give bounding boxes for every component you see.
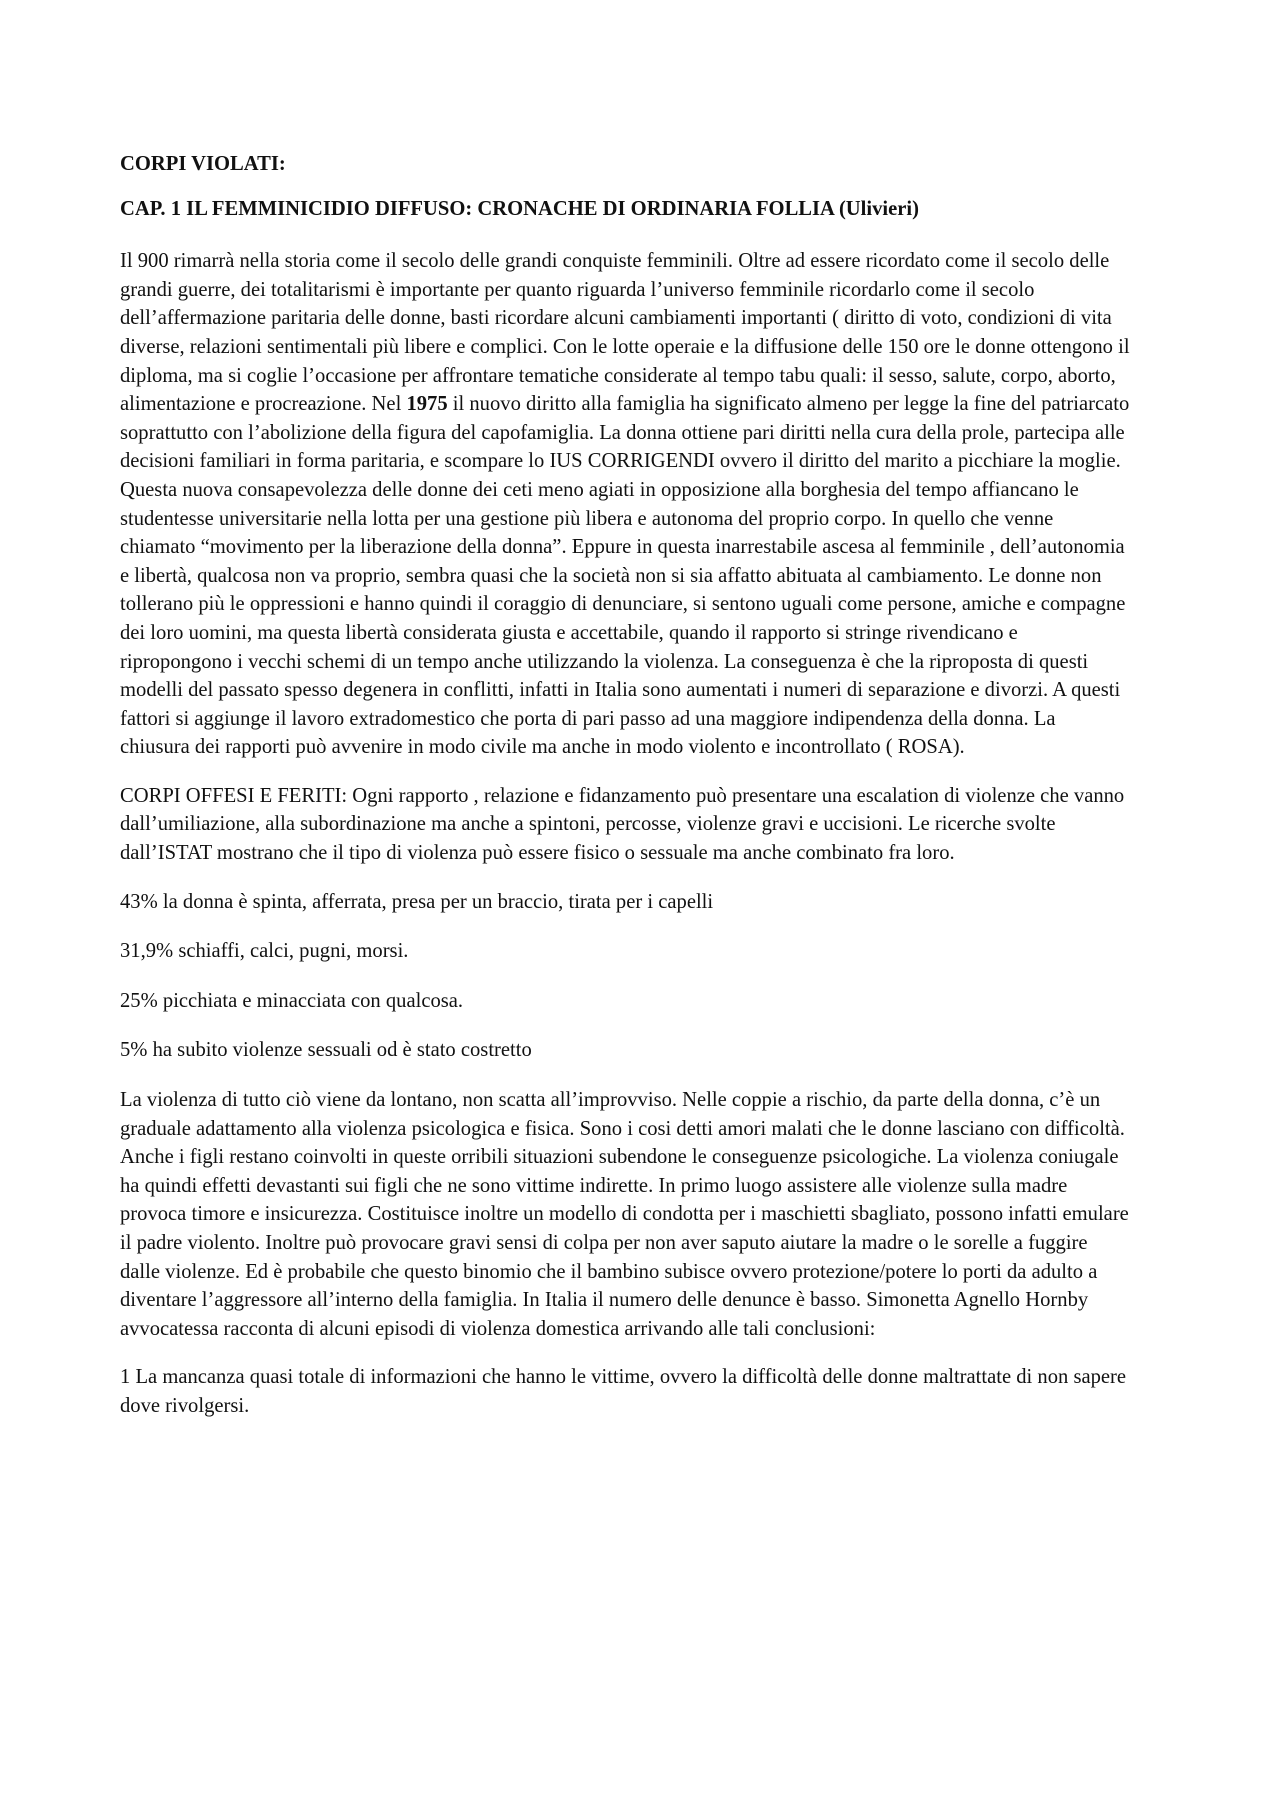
paragraph-conclusion-1: 1 La mancanza quasi totale di informazioni che hanno le vittime, ovvero la difficoltà delle donne maltrattate di non sapere dove rivolgersi. (120, 1366, 1127, 1417)
statistic-line: 43% la donna è spinta, afferrata, presa per un braccio, tirata per i capelli (120, 890, 714, 913)
statistic-line: 31,9% schiaffi, calci, pugni, morsi. (120, 940, 409, 963)
paragraph-intro-part1: Il 900 rimarrà nella storia come il secolo delle grandi conquiste femminili. Oltre ad essere ricordato come il secolo delle grandi guerre, dei totalitarismi è importante per quanto riguarda l’universo femminile ricordarlo come il secolo dell’affermazione paritaria delle donne, basti ricordare alcuni cambiamenti importanti ( diritto di voto, condizioni di vita diverse, relazioni sentimentali più libere e complici. Con le lotte operaie e la diffusione delle 150 ore le donne ottengono il diploma, ma si coglie l’occasione per affrontare tematiche considerate al tempo tabu quali: il sesso, salute, corpo, aborto, alimentazione e procreazione. Nel (120, 250, 1130, 416)
bold-year: 1975 (406, 393, 448, 416)
statistic-line: 25% picchiata e minacciata con qualcosa. (120, 989, 464, 1012)
paragraph-intro (120, 247, 1130, 762)
paragraph-violenza: La violenza di tutto ciò viene da lontano, non scatta all’improvviso. Nelle coppie a rischio, da parte della donna, c’è un graduale adattamento alla violenza psicologica e fisica. Sono i cosi detti amori malati che le donne lasciano con difficoltà. Anche i figli restano coinvolti in queste orribili situazioni subendone le conseguenze psicologiche. La violenza coniugale ha quindi effetti devastanti sui figli che ne sono vittime indirette. In primo luogo assistere alle violenze sulla madre provoca timore e insicurezza. Costituisce inoltre un modello di condotta per i maschietti sbagliato, possono infatti emulare il padre violento. Inoltre può provocare gravi sensi di colpa per non aver saputo aiutare la madre o le sorelle a fuggire dalle violenze. Ed è probabile che questo binomio che il bambino subisce ovvero protezione/potere lo porti da adulto a diventare l’aggressore all’interno della famiglia. In Italia il numero delle denunce è basso. Simonetta Agnello Hornby avvocatessa racconta di alcuni episodi di violenza domestica arrivando alle tali conclusioni: (120, 1089, 1129, 1340)
document-title: CORPI VIOLATI: (120, 153, 286, 175)
paragraph-corpi-offesi: CORPI OFFESI E FERITI: Ogni rapporto , relazione e fidanzamento può presentare una escalation di violenze che vanno dall’umiliazione, alla subordinazione ma anche a spintoni, percosse, violenze gravi e uccisioni. Le ricerche svolte dall’ISTAT mostrano che il tipo di violenza può essere fisico o sessuale ma anche combinato fra loro. (120, 784, 1125, 865)
document-page (120, 150, 1130, 1441)
statistic-line: 5% ha subito violenze sessuali od è stato costretto (120, 1039, 532, 1062)
chapter-heading: CAP. 1 IL FEMMINICIDIO DIFFUSO: CRONACHE DI ORDINARIA FOLLIA (Ulivieri) (120, 197, 919, 220)
paragraph-intro-part2: il nuovo diritto alla famiglia ha significato almeno per legge la fine del patriarcato soprattutto con l’abolizione della figura del capofamiglia. La donna ottiene pari diritti nella cura della prole, partecipa alle decisioni familiari in forma paritaria, e scompare lo IUS CORRIGENDI ovvero il diritto del marito a picchiare la moglie. Questa nuova consapevolezza delle donne dei ceti meno agiati in opposizione alla borghesia del tempo affiancano le studentesse universitarie nella lotta per una gestione più libera e autonoma del proprio corpo. In quello che venne chiamato “movimento per la liberazione della donna”. Eppure in questa inarrestabile ascesa al femminile , dell’autonomia e libertà, qualcosa non va proprio, sembra quasi che la società non si sia affatto abituata al cambiamento. Le donne non tollerano più le oppressioni e hanno quindi il coraggio di denunciare, si sentono uguali come persone, amiche e compagne dei loro uomini, ma questa libertà considerata giusta e accettabile, quando il rapporto si stringe rivendicano e ripropongono i vecchi schemi di un tempo anche utilizzando la violenza. La conseguenza è che la riproposta di questi modelli del passato spesso degenera in conflitti, infatti in Italia sono aumentati i numeri di separazione e divorzi. A questi fattori si aggiunge il lavoro extradomestico che porta di pari passo ad una maggiore indipendenza della donna. La chiusura dei rapporti può avvenire in modo civile ma anche in modo violento e incontrollato ( ROSA). (120, 393, 1130, 759)
